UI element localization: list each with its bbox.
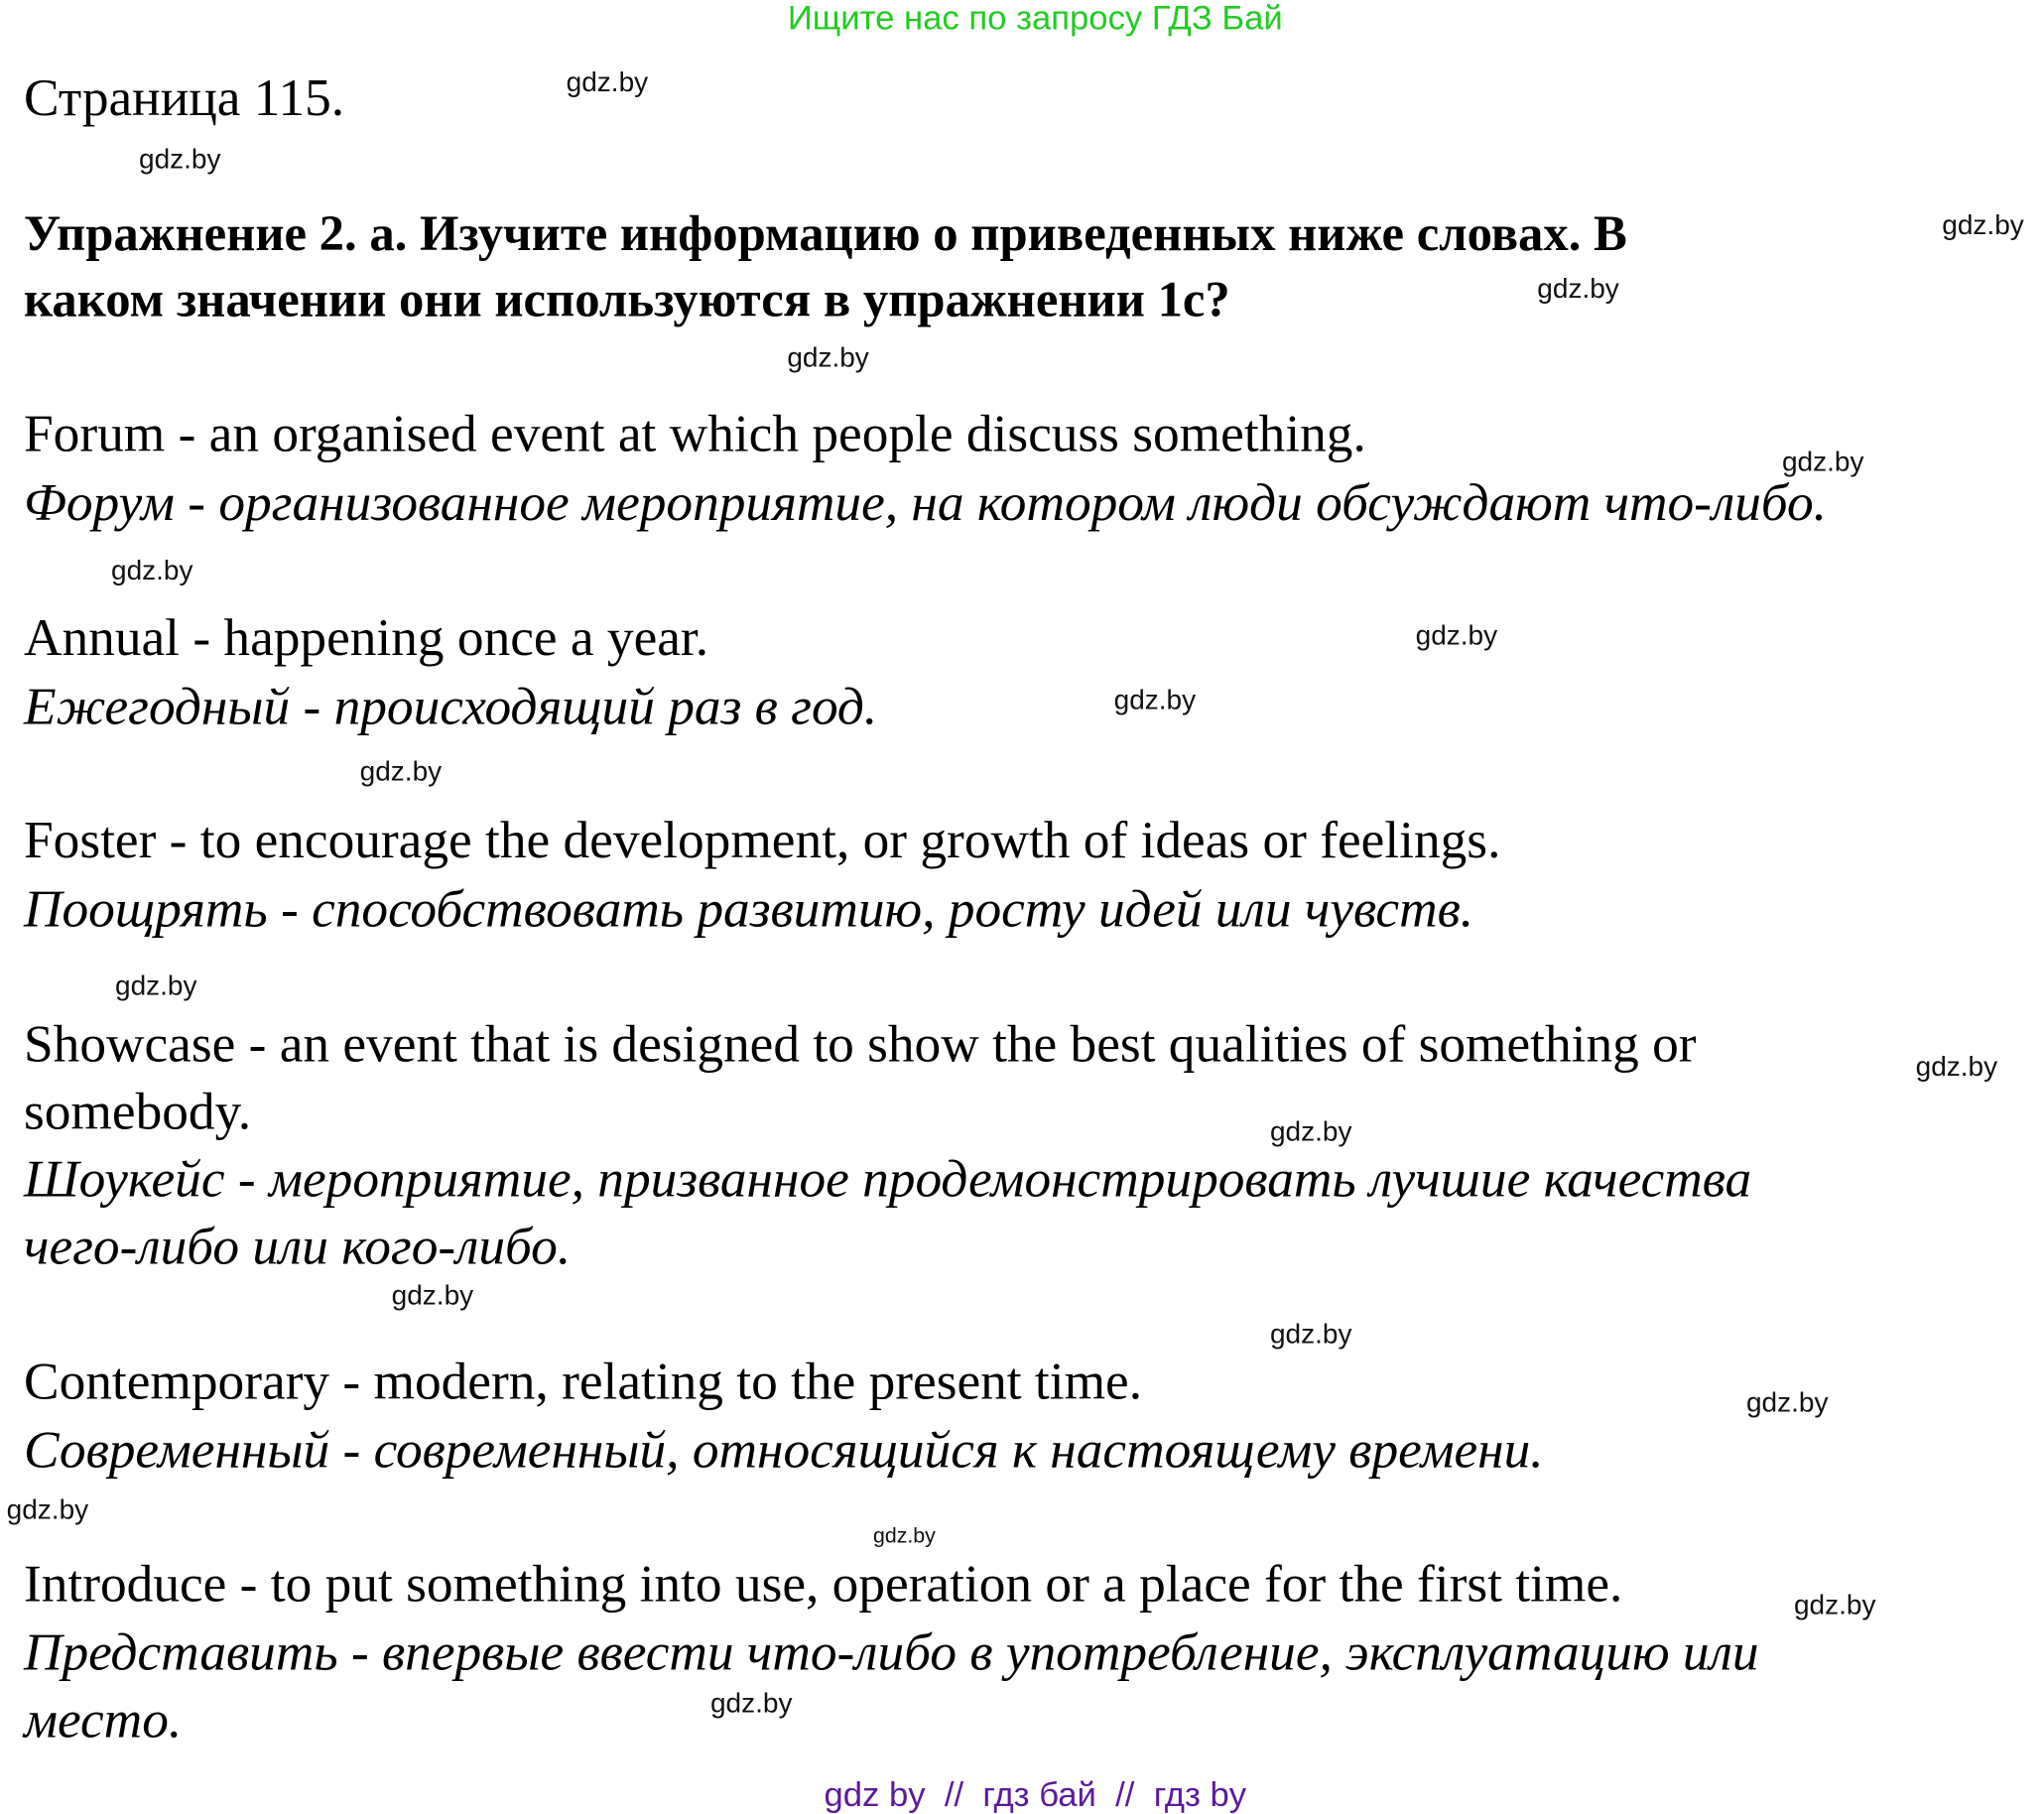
watermark: gdz.by bbox=[1781, 447, 1864, 478]
exercise-heading-line-1: Упражнение 2. а. Изучите информацию о приведенных ниже словах. В bbox=[23, 205, 1627, 262]
watermark: gdz.by bbox=[359, 756, 443, 788]
watermark: gdz.by bbox=[391, 1280, 474, 1312]
watermark: gdz.by bbox=[1745, 1387, 1829, 1419]
entry-showcase-en-1: Showcase - an event that is designed to show the best qualities of something or bbox=[23, 1013, 1697, 1074]
entry-showcase-ru-2: чего-либо или кого-либо. bbox=[23, 1216, 572, 1276]
entry-showcase-ru-1: Шоукейс - мероприятие, призванное продемонстрировать лучшие качества bbox=[23, 1148, 1752, 1209]
footer-links: gdz by // гдз бай // гдз by bbox=[824, 1773, 1247, 1814]
entry-foster-en: Foster - to encourage the development, or growth of ideas or feelings. bbox=[23, 809, 1501, 869]
watermark: gdz.by bbox=[138, 144, 221, 175]
entry-forum-en: Forum - an organised event at which people discuss something. bbox=[23, 403, 1366, 463]
entry-contemporary-ru: Современный - современный, относящийся к настоящему времени. bbox=[23, 1419, 1544, 1480]
entry-introduce-en: Introduce - to put something into use, operation or a place for the first time. bbox=[23, 1553, 1623, 1614]
exercise-heading-line-2: каком значении они используются в упражнении 1с? bbox=[23, 272, 1230, 328]
entry-forum-ru: Форум - организованное мероприятие, на котором люди обсуждают что-либо. bbox=[23, 471, 1827, 532]
watermark: gdz.by bbox=[1915, 1051, 1998, 1083]
watermark: gdz.by bbox=[1113, 685, 1197, 716]
watermark: gdz.by bbox=[566, 66, 649, 98]
search-banner: Ищите нас по запросу ГДЗ Бай bbox=[787, 0, 1283, 38]
entry-introduce-ru-2: место. bbox=[23, 1689, 183, 1749]
watermark: gdz.by bbox=[1793, 1590, 1876, 1621]
watermark: gdz.by bbox=[787, 342, 869, 373]
watermark: gdz.by bbox=[1269, 1319, 1352, 1350]
watermark: gdz.by bbox=[110, 555, 193, 586]
entry-annual-en: Annual - happening once a year. bbox=[23, 606, 709, 667]
entry-annual-ru: Ежегодный - происходящий раз в год. bbox=[23, 676, 878, 736]
entry-introduce-ru-1: Представить - впервые ввести что-либо в употребление, эксплуатацию или bbox=[23, 1621, 1759, 1682]
watermark: gdz.by bbox=[872, 1525, 936, 1548]
entry-foster-ru: Поощрять - способствовать развитию, росту идей или чувств. bbox=[23, 878, 1474, 939]
watermark: gdz.by bbox=[1942, 209, 2024, 241]
entry-showcase-en-2: somebody. bbox=[23, 1081, 252, 1141]
watermark: gdz.by bbox=[709, 1688, 793, 1719]
watermark: gdz.by bbox=[114, 971, 197, 1002]
watermark: gdz.by bbox=[1269, 1116, 1352, 1147]
entry-contemporary-en: Contemporary - modern, relating to the present time. bbox=[23, 1351, 1143, 1411]
page-label: Страница 115. bbox=[23, 66, 345, 127]
watermark: gdz.by bbox=[1415, 620, 1498, 651]
watermark: gdz.by bbox=[1537, 273, 1619, 305]
watermark: gdz.by bbox=[6, 1494, 89, 1526]
